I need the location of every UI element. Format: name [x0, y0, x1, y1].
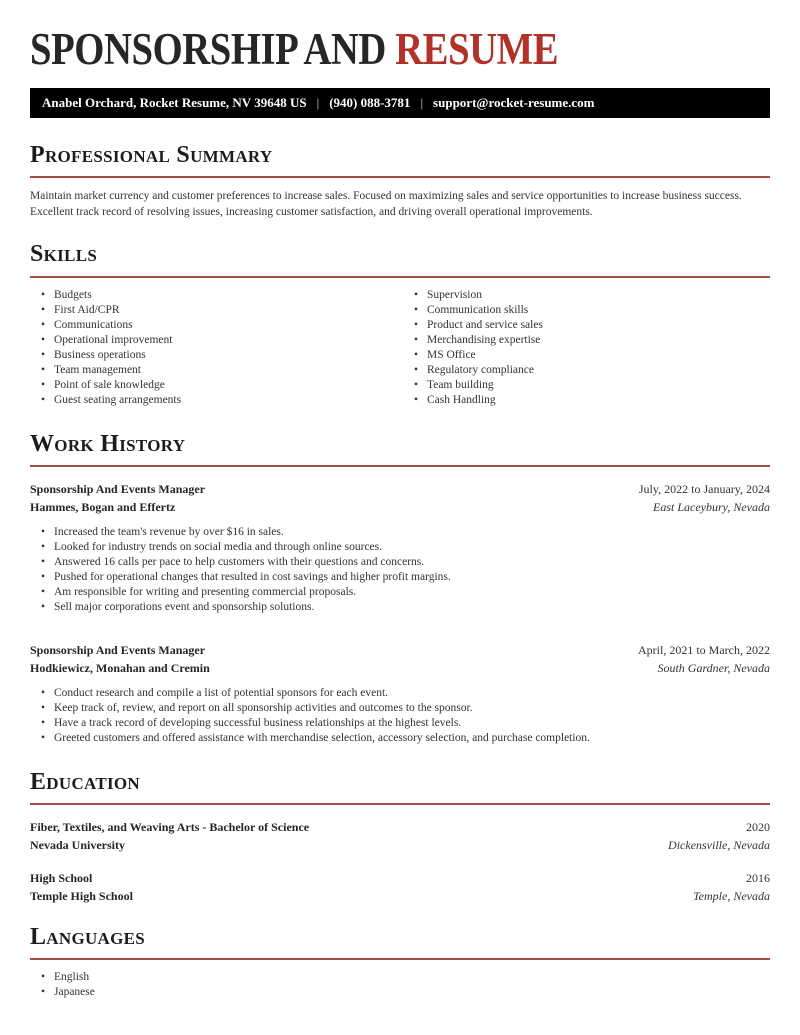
job-bullet: • Answered 16 calls per pace to help customers with their questions and concerns.: [30, 555, 770, 570]
section-languages: [30, 925, 770, 1000]
job-company: Hammes, Bogan and Effertz: [30, 499, 176, 514]
job-bullet: • Conduct research and compile a list of potential sponsors for each event.: [30, 686, 770, 701]
job-header: [30, 480, 770, 516]
education-entry: [30, 869, 770, 905]
skill-item: • Supervision: [400, 288, 770, 303]
skill-item: • Point of sale knowledge: [30, 378, 400, 393]
summary-text: Maintain market currency and customer preferences to increase sales. Focused on maximizing sales and service opportunities to increase business success. Excellent track record of resolving issues, increasing customer satisfaction, and driving overall operational improvements.: [30, 190, 742, 219]
contact-name-address: Anabel Orchard, Rocket Resume, NV 39648 US: [42, 95, 307, 111]
job-bullet: • Greeted customers and offered assistance with merchandise selection, accessory selection, and purchase completion.: [30, 731, 770, 746]
job-dates: April, 2021 to March, 2022: [638, 642, 770, 657]
job-dates: July, 2022 to January, 2024: [638, 481, 770, 496]
job-entry: [30, 480, 770, 615]
skill-item: • Guest seating arrangements: [30, 393, 400, 408]
page-title-accent: RESUME: [395, 24, 559, 74]
skill-item: • MS Office: [400, 348, 770, 363]
skill-item: • First Aid/CPR: [30, 303, 400, 318]
job-company: Hodkiewicz, Monahan and Cremin: [30, 660, 210, 675]
education-year: 2020: [746, 820, 770, 834]
skill-item: • Product and service sales: [400, 318, 770, 333]
work-history-heading: Work History: [30, 432, 770, 467]
skill-item: • Cash Handling: [400, 393, 770, 408]
job-bullet: • Have a track record of developing successful business relationships at the highest levels.: [30, 716, 770, 731]
section-professional-summary: [30, 143, 770, 220]
education-entry: [30, 818, 770, 854]
education-school: Nevada University: [30, 838, 125, 852]
skill-item: • Regulatory compliance: [400, 363, 770, 378]
skill-item: • Communications: [30, 318, 400, 333]
skill-item: • Budgets: [30, 288, 400, 303]
job-bullet: • Keep track of, review, and report on all sponsorship activities and outcomes to the sponsor.: [30, 701, 770, 716]
contact-bar: [30, 88, 770, 118]
section-skills: [30, 242, 770, 407]
education-degree-school: [30, 869, 133, 905]
job-bullet: • Increased the team's revenue by over $16 in sales.: [30, 525, 770, 540]
skills-column-right: [400, 288, 770, 408]
job-dates-location: [638, 641, 770, 677]
education-year-location: [693, 869, 770, 905]
education-degree: Fiber, Textiles, and Weaving Arts - Bachelor of Science: [30, 820, 310, 834]
job-bullet: • Am responsible for writing and presenting commercial proposals.: [30, 585, 770, 600]
education-school: Temple High School: [30, 889, 133, 903]
job-bullet: • Sell major corporations event and sponsorship solutions.: [30, 600, 770, 615]
job-dates-location: [639, 480, 770, 516]
summary-heading: Professional Summary: [30, 143, 770, 178]
page-title-primary: SPONSORSHIP AND: [30, 24, 386, 74]
job-location: South Gardner, Nevada: [657, 660, 770, 675]
skill-item: • Team management: [30, 363, 400, 378]
skills-columns: [30, 278, 770, 408]
contact-phone: (940) 088-3781: [329, 95, 411, 111]
job-bullets: [30, 525, 770, 615]
skills-column-left: [30, 288, 400, 408]
skills-heading: Skills: [30, 242, 770, 277]
job-title-company: [30, 480, 205, 516]
job-title: Sponsorship And Events Manager: [30, 481, 206, 496]
job-entry: [30, 641, 770, 746]
skill-item: • Communication skills: [400, 303, 770, 318]
contact-separator: |: [420, 95, 424, 111]
education-year: 2016: [746, 871, 770, 885]
job-title-company: [30, 641, 210, 677]
page-title: [30, 26, 666, 73]
education-location: Temple, Nevada: [693, 889, 770, 903]
job-bullets: [30, 686, 770, 746]
languages-list: [30, 970, 770, 1000]
skill-item: • Business operations: [30, 348, 400, 363]
skill-item: • Team building: [400, 378, 770, 393]
education-header: [30, 869, 770, 905]
education-header: [30, 818, 770, 854]
job-location: East Laceybury, Nevada: [653, 499, 770, 514]
job-header: [30, 641, 770, 677]
language-item: • English: [30, 970, 770, 985]
section-education: [30, 770, 770, 905]
job-bullet: • Pushed for operational changes that resulted in cost savings and higher profit margins.: [30, 570, 770, 585]
education-location: Dickensville, Nevada: [668, 838, 770, 852]
contact-email: support@rocket-resume.com: [433, 95, 595, 111]
contact-separator: |: [316, 95, 320, 111]
job-bullet: • Looked for industry trends on social media and through online sources.: [30, 540, 770, 555]
skill-item: • Merchandising expertise: [400, 333, 770, 348]
education-heading: Education: [30, 770, 770, 805]
skill-item: • Operational improvement: [30, 333, 400, 348]
education-degree-school: [30, 818, 309, 854]
languages-heading: Languages: [30, 925, 770, 960]
section-work-history: [30, 432, 770, 746]
education-degree: High School: [30, 871, 93, 885]
job-title: Sponsorship And Events Manager: [30, 642, 206, 657]
education-year-location: [668, 818, 770, 854]
language-item: • Japanese: [30, 985, 770, 1000]
